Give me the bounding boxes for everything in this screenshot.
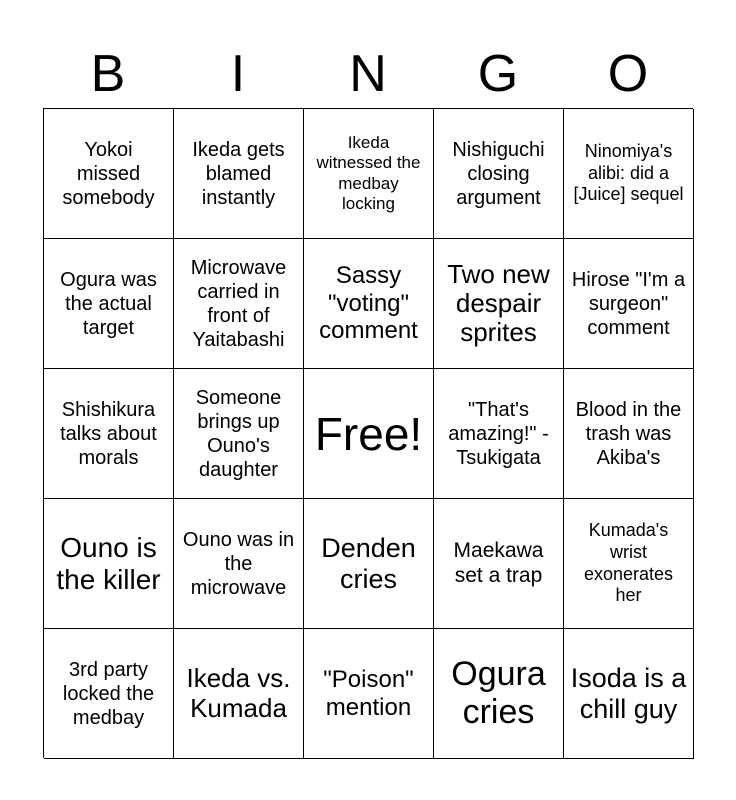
bingo-cell[interactable] bbox=[434, 629, 564, 759]
cell-text: Hirose "I'm a surgeon" comment bbox=[571, 268, 686, 339]
bingo-cell[interactable] bbox=[44, 239, 174, 369]
cell-text: Ikeda gets blamed instantly bbox=[192, 138, 285, 209]
bingo-grid bbox=[43, 108, 693, 758]
bingo-cell[interactable] bbox=[304, 499, 434, 629]
header-letter-b: B bbox=[90, 45, 126, 103]
cell-text: Isoda is a chill guy bbox=[570, 663, 687, 724]
cell-text: Microwave carried in front of Yaitabashi bbox=[190, 256, 287, 351]
bingo-cell[interactable] bbox=[174, 369, 304, 499]
cell-text: "Poison" mention bbox=[323, 665, 414, 721]
cell-text: Two new despair sprites bbox=[447, 258, 550, 348]
cell-text: Ikeda vs. Kumada bbox=[186, 663, 291, 723]
cell-text: Denden cries bbox=[321, 533, 416, 594]
cell-text: Ikeda witnessed the medbay locking bbox=[316, 133, 421, 213]
bingo-cell[interactable] bbox=[44, 109, 174, 239]
bingo-cell[interactable] bbox=[434, 499, 564, 629]
cell-text: Ouno was in the microwave bbox=[182, 528, 295, 599]
bingo-cell[interactable] bbox=[434, 369, 564, 499]
header-letter-o: O bbox=[607, 45, 649, 103]
bingo-cell[interactable] bbox=[174, 239, 304, 369]
bingo-cell[interactable] bbox=[564, 629, 694, 759]
cell-text: Ouno is the killer bbox=[56, 532, 161, 595]
cell-text: Nishiguchi closing argument bbox=[452, 138, 545, 209]
bingo-cell[interactable] bbox=[564, 109, 694, 239]
bingo-cell[interactable] bbox=[174, 629, 304, 759]
cell-text: Yokoi missed somebody bbox=[62, 138, 155, 209]
cell-text: "That's amazing!" -Tsukigata bbox=[448, 398, 549, 469]
header-letter-g: G bbox=[477, 45, 519, 103]
bingo-cell[interactable] bbox=[564, 239, 694, 369]
bingo-cell[interactable] bbox=[304, 629, 434, 759]
bingo-cell[interactable] bbox=[564, 369, 694, 499]
cell-text: 3rd party locked the medbay bbox=[62, 658, 155, 729]
header-letter-n: N bbox=[349, 45, 387, 103]
bingo-cell[interactable] bbox=[44, 499, 174, 629]
bingo-cell[interactable] bbox=[304, 109, 434, 239]
cell-text: Sassy "voting" comment bbox=[319, 262, 418, 345]
cell-text: Maekawa set a trap bbox=[453, 538, 544, 587]
header-letter-i: I bbox=[230, 45, 246, 103]
cell-text: Ogura cries bbox=[451, 655, 546, 731]
bingo-cell[interactable] bbox=[44, 369, 174, 499]
bingo-cell[interactable] bbox=[434, 239, 564, 369]
cell-text: Kumada's wrist exonerates her bbox=[583, 520, 674, 606]
cell-text: Ogura was the actual target bbox=[60, 268, 157, 339]
cell-text: Shishikura talks about morals bbox=[60, 398, 157, 469]
cell-text: Blood in the trash was Akiba's bbox=[575, 398, 682, 469]
bingo-cell[interactable] bbox=[174, 499, 304, 629]
bingo-free-cell[interactable] bbox=[304, 369, 434, 499]
free-text: Free! bbox=[314, 407, 423, 460]
cell-text: Someone brings up Ouno's daughter bbox=[195, 386, 282, 481]
bingo-header bbox=[43, 40, 693, 108]
bingo-cell[interactable] bbox=[434, 109, 564, 239]
cell-text: Ninomiya's alibi: did a [Juice] sequel bbox=[573, 141, 684, 205]
bingo-cell[interactable] bbox=[304, 239, 434, 369]
bingo-cell[interactable] bbox=[174, 109, 304, 239]
bingo-cell[interactable] bbox=[44, 629, 174, 759]
bingo-cell[interactable] bbox=[564, 499, 694, 629]
